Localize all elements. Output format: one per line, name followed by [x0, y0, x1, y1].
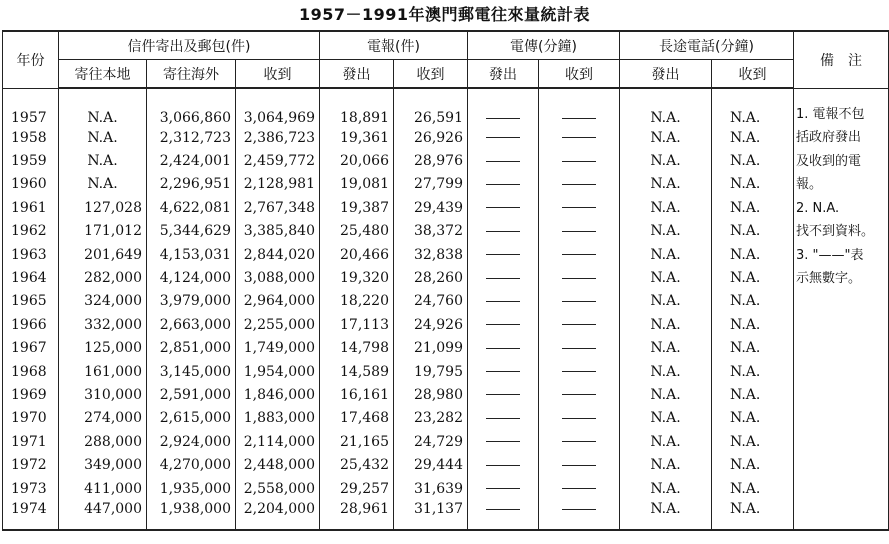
cell-ld-sent: N.A.	[620, 500, 712, 530]
cell-ld-received: N.A.	[712, 313, 794, 336]
cell-fax-sent-none	[468, 407, 539, 430]
cell-fax-sent-none	[468, 337, 539, 360]
cell-mail-received: 2,114,000	[236, 430, 320, 453]
cell-telegram-received: 21,099	[394, 337, 468, 360]
cell-mail-local: 282,000	[59, 266, 147, 289]
cell-fax-sent-none	[468, 290, 539, 313]
dash-mark	[486, 509, 520, 510]
table-header	[3, 31, 889, 88]
dash-mark	[486, 207, 520, 208]
cell-ld-received: N.A.	[712, 266, 794, 289]
cell-telegram-sent: 21,165	[320, 430, 394, 453]
dash-mark	[562, 231, 596, 232]
cell-mail-received: 1,749,000	[236, 337, 320, 360]
statistics-table	[2, 30, 889, 531]
cell-fax-sent-none	[468, 313, 539, 336]
cell-telegram-sent: 18,891	[320, 88, 394, 126]
cell-ld-sent: N.A.	[620, 313, 712, 336]
cell-ld-sent: N.A.	[620, 196, 712, 219]
cell-telegram-sent: 19,361	[320, 126, 394, 149]
table-row	[3, 407, 889, 430]
cell-telegram-sent: 19,387	[320, 196, 394, 219]
cell-fax-received-none	[539, 313, 620, 336]
dash-mark	[562, 161, 596, 162]
cell-fax-received-none	[539, 430, 620, 453]
cell-mail-overseas: 3,979,000	[147, 290, 236, 313]
note-line: 2. N.A.	[796, 200, 840, 216]
cell-telegram-sent: 18,220	[320, 290, 394, 313]
cell-year: 1959	[3, 149, 59, 172]
cell-fax-sent-none	[468, 360, 539, 383]
header-fax-received: 收到	[539, 60, 620, 89]
cell-year: 1966	[3, 313, 59, 336]
cell-mail-local: 274,000	[59, 407, 147, 430]
dash-mark	[486, 161, 520, 162]
dash-mark	[486, 465, 520, 466]
cell-mail-local: 125,000	[59, 337, 147, 360]
cell-mail-received: 2,964,000	[236, 290, 320, 313]
cell-mail-overseas: 1,938,000	[147, 500, 236, 530]
cell-mail-overseas: 4,270,000	[147, 453, 236, 476]
cell-year: 1958	[3, 126, 59, 149]
cell-year: 1965	[3, 290, 59, 313]
cell-telegram-sent: 28,961	[320, 500, 394, 530]
cell-ld-received: N.A.	[712, 477, 794, 500]
cell-mail-local: 288,000	[59, 430, 147, 453]
cell-year: 1968	[3, 360, 59, 383]
dash-mark	[486, 418, 520, 419]
cell-fax-sent-none	[468, 126, 539, 149]
cell-ld-received: N.A.	[712, 196, 794, 219]
header-fax-sent: 發出	[468, 60, 539, 89]
cell-fax-received-none	[539, 243, 620, 266]
cell-telegram-sent: 25,480	[320, 220, 394, 243]
cell-mail-received: 2,558,000	[236, 477, 320, 500]
cell-ld-sent: N.A.	[620, 430, 712, 453]
cell-mail-local: 447,000	[59, 500, 147, 530]
cell-mail-received: 2,767,348	[236, 196, 320, 219]
cell-mail-local: N.A.	[59, 173, 147, 196]
cell-telegram-received: 27,799	[394, 173, 468, 196]
table-row	[3, 453, 889, 476]
cell-fax-sent-none	[468, 266, 539, 289]
cell-fax-received-none	[539, 453, 620, 476]
cell-mail-overseas: 2,312,723	[147, 126, 236, 149]
cell-mail-overseas: 3,145,000	[147, 360, 236, 383]
dash-mark	[486, 488, 520, 489]
header-mail-local: 寄往本地	[59, 60, 147, 89]
cell-telegram-received: 26,926	[394, 126, 468, 149]
dash-mark	[562, 441, 596, 442]
cell-mail-received: 1,846,000	[236, 383, 320, 406]
cell-mail-received: 2,459,772	[236, 149, 320, 172]
cell-ld-sent: N.A.	[620, 337, 712, 360]
table-row	[3, 383, 889, 406]
dash-mark	[562, 184, 596, 185]
cell-fax-sent-none	[468, 453, 539, 476]
header-long-distance-received: 收到	[712, 60, 794, 89]
cell-ld-received: N.A.	[712, 407, 794, 430]
cell-mail-received: 3,064,969	[236, 88, 320, 126]
header-mail-received: 收到	[236, 60, 320, 89]
cell-fax-received-none	[539, 360, 620, 383]
cell-fax-received-none	[539, 126, 620, 149]
cell-fax-received-none	[539, 173, 620, 196]
cell-ld-received: N.A.	[712, 243, 794, 266]
dash-mark	[562, 465, 596, 466]
cell-fax-received-none	[539, 266, 620, 289]
cell-telegram-sent: 20,466	[320, 243, 394, 266]
dash-mark	[486, 394, 520, 395]
table-row	[3, 360, 889, 383]
dash-mark	[562, 254, 596, 255]
cell-telegram-received: 29,439	[394, 196, 468, 219]
cell-mail-overseas: 2,924,000	[147, 430, 236, 453]
cell-ld-received: N.A.	[712, 383, 794, 406]
cell-mail-overseas: 2,663,000	[147, 313, 236, 336]
cell-ld-received: N.A.	[712, 360, 794, 383]
dash-mark	[562, 371, 596, 372]
cell-mail-overseas: 5,344,629	[147, 220, 236, 243]
table-row	[3, 500, 889, 530]
header-year: 年份	[3, 31, 59, 88]
cell-mail-received: 2,844,020	[236, 243, 320, 266]
cell-fax-received-none	[539, 149, 620, 172]
cell-ld-sent: N.A.	[620, 290, 712, 313]
cell-mail-received: 3,088,000	[236, 266, 320, 289]
cell-telegram-received: 23,282	[394, 407, 468, 430]
dash-mark	[486, 278, 520, 279]
dash-mark	[562, 418, 596, 419]
cell-ld-received: N.A.	[712, 337, 794, 360]
cell-ld-received: N.A.	[712, 149, 794, 172]
cell-ld-received: N.A.	[712, 126, 794, 149]
cell-mail-received: 2,255,000	[236, 313, 320, 336]
cell-fax-received-none	[539, 500, 620, 530]
cell-ld-sent: N.A.	[620, 220, 712, 243]
cell-mail-received: 1,883,000	[236, 407, 320, 430]
cell-mail-overseas: 4,622,081	[147, 196, 236, 219]
cell-telegram-sent: 25,432	[320, 453, 394, 476]
dash-mark	[562, 118, 596, 119]
cell-mail-local: 201,649	[59, 243, 147, 266]
table-row	[3, 430, 889, 453]
dash-mark	[486, 137, 520, 138]
cell-telegram-sent: 16,161	[320, 383, 394, 406]
cell-ld-received: N.A.	[712, 500, 794, 530]
table-row	[3, 477, 889, 500]
cell-year: 1970	[3, 407, 59, 430]
cell-telegram-sent: 19,320	[320, 266, 394, 289]
cell-ld-received: N.A.	[712, 430, 794, 453]
dash-mark	[562, 348, 596, 349]
note-line: 3. "——"表	[796, 247, 864, 263]
header-notes: 備 注	[794, 31, 889, 88]
dash-mark	[562, 137, 596, 138]
cell-mail-received: 2,386,723	[236, 126, 320, 149]
dash-mark	[562, 488, 596, 489]
table-row	[3, 126, 889, 149]
cell-fax-received-none	[539, 383, 620, 406]
note-line: 找不到資料。	[796, 224, 875, 239]
cell-telegram-received: 19,795	[394, 360, 468, 383]
cell-telegram-received: 24,729	[394, 430, 468, 453]
cell-mail-local: 127,028	[59, 196, 147, 219]
cell-mail-overseas: 4,153,031	[147, 243, 236, 266]
dash-mark	[486, 254, 520, 255]
cell-mail-local: N.A.	[59, 88, 147, 126]
header-long-distance-group: 長途電話(分鐘)	[620, 31, 794, 60]
dash-mark	[486, 324, 520, 325]
header-telegram-sent: 發出	[320, 60, 394, 89]
header-telegram-received: 收到	[394, 60, 468, 89]
header-long-distance-sent: 發出	[620, 60, 712, 89]
header-mail-group: 信件寄出及郵包(件)	[59, 31, 320, 60]
dash-mark	[562, 278, 596, 279]
cell-fax-received-none	[539, 407, 620, 430]
cell-telegram-received: 28,980	[394, 383, 468, 406]
note-line: 示無數字。	[796, 271, 862, 286]
dash-mark	[562, 301, 596, 302]
cell-mail-received: 2,204,000	[236, 500, 320, 530]
cell-ld-received: N.A.	[712, 88, 794, 126]
cell-telegram-received: 28,260	[394, 266, 468, 289]
cell-mail-local: 332,000	[59, 313, 147, 336]
cell-mail-overseas: 2,424,001	[147, 149, 236, 172]
cell-year: 1960	[3, 173, 59, 196]
cell-fax-sent-none	[468, 88, 539, 126]
cell-fax-received-none	[539, 477, 620, 500]
cell-year: 1971	[3, 430, 59, 453]
dash-mark	[562, 207, 596, 208]
cell-telegram-sent: 14,589	[320, 360, 394, 383]
note-line: 1. 電報不包	[796, 106, 865, 122]
cell-telegram-sent: 17,468	[320, 407, 394, 430]
cell-fax-received-none	[539, 290, 620, 313]
dash-mark	[486, 118, 520, 119]
cell-telegram-sent: 19,081	[320, 173, 394, 196]
cell-telegram-received: 32,838	[394, 243, 468, 266]
cell-year: 1974	[3, 500, 59, 530]
cell-year: 1969	[3, 383, 59, 406]
cell-fax-sent-none	[468, 430, 539, 453]
dash-mark	[486, 348, 520, 349]
cell-year: 1962	[3, 220, 59, 243]
cell-telegram-sent: 20,066	[320, 149, 394, 172]
note-line: 報。	[796, 177, 823, 192]
cell-ld-sent: N.A.	[620, 149, 712, 172]
cell-ld-sent: N.A.	[620, 477, 712, 500]
cell-fax-sent-none	[468, 173, 539, 196]
cell-fax-sent-none	[468, 220, 539, 243]
cell-fax-sent-none	[468, 196, 539, 219]
table-row	[3, 173, 889, 196]
cell-year: 1961	[3, 196, 59, 219]
cell-mail-received: 2,128,981	[236, 173, 320, 196]
cell-fax-received-none	[539, 337, 620, 360]
cell-fax-received-none	[539, 196, 620, 219]
cell-mail-overseas: 2,615,000	[147, 407, 236, 430]
cell-mail-overseas: 2,296,951	[147, 173, 236, 196]
cell-telegram-sent: 29,257	[320, 477, 394, 500]
cell-year: 1973	[3, 477, 59, 500]
cell-ld-sent: N.A.	[620, 126, 712, 149]
cell-telegram-sent: 17,113	[320, 313, 394, 336]
cell-fax-sent-none	[468, 383, 539, 406]
cell-ld-received: N.A.	[712, 290, 794, 313]
table-row	[3, 266, 889, 289]
cell-year: 1964	[3, 266, 59, 289]
table-body	[3, 88, 889, 530]
cell-mail-overseas: 2,591,000	[147, 383, 236, 406]
cell-year: 1967	[3, 337, 59, 360]
table-row	[3, 337, 889, 360]
cell-ld-sent: N.A.	[620, 266, 712, 289]
cell-telegram-received: 24,760	[394, 290, 468, 313]
cell-fax-received-none	[539, 88, 620, 126]
header-telegram-group: 電報(件)	[320, 31, 468, 60]
cell-ld-sent: N.A.	[620, 88, 712, 126]
cell-mail-local: 161,000	[59, 360, 147, 383]
cell-fax-sent-none	[468, 243, 539, 266]
cell-year: 1963	[3, 243, 59, 266]
note-line: 及收到的電	[796, 153, 862, 169]
cell-telegram-received: 29,444	[394, 453, 468, 476]
cell-mail-local: N.A.	[59, 126, 147, 149]
cell-mail-local: 349,000	[59, 453, 147, 476]
dash-mark	[562, 509, 596, 510]
dash-mark	[486, 301, 520, 302]
cell-mail-local: 171,012	[59, 220, 147, 243]
cell-telegram-received: 38,372	[394, 220, 468, 243]
cell-fax-sent-none	[468, 477, 539, 500]
dash-mark	[486, 184, 520, 185]
cell-mail-local: 310,000	[59, 383, 147, 406]
dash-mark	[486, 441, 520, 442]
cell-ld-sent: N.A.	[620, 407, 712, 430]
note-line: 括政府發出	[796, 130, 862, 145]
cell-ld-received: N.A.	[712, 220, 794, 243]
cell-telegram-received: 26,591	[394, 88, 468, 126]
cell-mail-local: 411,000	[59, 477, 147, 500]
cell-telegram-received: 24,926	[394, 313, 468, 336]
cell-ld-sent: N.A.	[620, 453, 712, 476]
cell-mail-overseas: 1,935,000	[147, 477, 236, 500]
cell-telegram-received: 31,137	[394, 500, 468, 530]
table-row	[3, 149, 889, 172]
header-mail-overseas: 寄往海外	[147, 60, 236, 89]
dash-mark	[562, 324, 596, 325]
cell-mail-overseas: 4,124,000	[147, 266, 236, 289]
cell-mail-local: 324,000	[59, 290, 147, 313]
dash-mark	[486, 371, 520, 372]
cell-ld-received: N.A.	[712, 453, 794, 476]
cell-mail-overseas: 2,851,000	[147, 337, 236, 360]
cell-ld-received: N.A.	[712, 173, 794, 196]
table-row	[3, 196, 889, 219]
table-row	[3, 243, 889, 266]
table-row	[3, 220, 889, 243]
cell-ld-sent: N.A.	[620, 360, 712, 383]
cell-mail-received: 3,385,840	[236, 220, 320, 243]
cell-mail-received: 2,448,000	[236, 453, 320, 476]
cell-mail-local: N.A.	[59, 149, 147, 172]
dash-mark	[562, 394, 596, 395]
header-fax-group: 電傳(分鐘)	[468, 31, 620, 60]
cell-fax-sent-none	[468, 149, 539, 172]
table-row	[3, 88, 889, 126]
cell-telegram-received: 31,639	[394, 477, 468, 500]
cell-mail-received: 1,954,000	[236, 360, 320, 383]
cell-telegram-sent: 14,798	[320, 337, 394, 360]
cell-ld-sent: N.A.	[620, 383, 712, 406]
cell-ld-sent: N.A.	[620, 243, 712, 266]
notes-cell	[794, 88, 889, 530]
cell-telegram-received: 28,976	[394, 149, 468, 172]
cell-year: 1957	[3, 88, 59, 126]
table-row	[3, 313, 889, 336]
cell-fax-sent-none	[468, 500, 539, 530]
cell-ld-sent: N.A.	[620, 173, 712, 196]
cell-mail-overseas: 3,066,860	[147, 88, 236, 126]
cell-fax-received-none	[539, 220, 620, 243]
dash-mark	[486, 231, 520, 232]
table-title: 1957－1991年澳門郵電往來量統計表	[298, 5, 591, 24]
cell-year: 1972	[3, 453, 59, 476]
table-row	[3, 290, 889, 313]
